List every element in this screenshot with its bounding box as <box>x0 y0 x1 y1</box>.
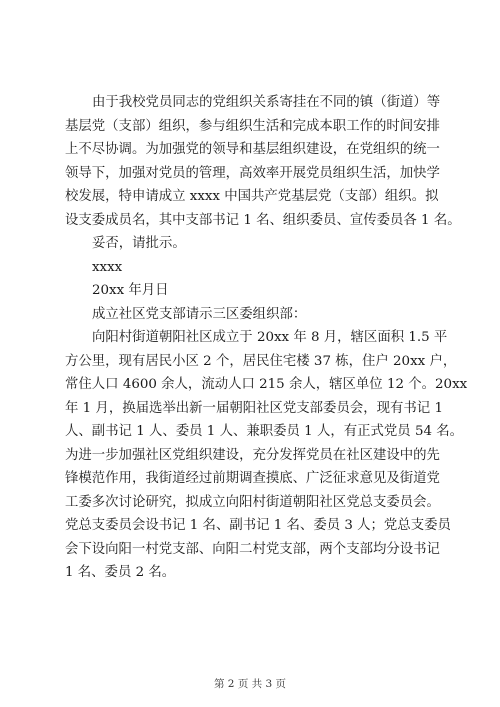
text-line: 锋模范作用，我街道经过前期调查摸底、广泛征求意见及街道党 <box>65 471 440 486</box>
text-line: 校发展，特申请成立 xxxx 中国共产党基层党（支部）组织。拟 <box>65 189 439 204</box>
text-line: 1 名、委员 2 名。 <box>65 565 176 580</box>
text-line: 年 1 月，换届选举出新一届朝阳社区党支部委员会，现有书记 1 <box>65 400 443 416</box>
text-line: 人、副书记 1 人、委员 1 人、兼职委员 1 人，有正式党员 54 名。 <box>65 424 464 439</box>
text-line: 妥否，请批示。 <box>92 236 186 251</box>
text-line: 会下设向阳一村党支部、向阳二村党支部，两个支部均分设书记 <box>65 541 440 557</box>
text-line: 成立社区党支部请示三区委组织部： <box>92 306 307 322</box>
text-line: 领导下，加强对党员的管理，高效率开展党员组织生活，加快学 <box>65 165 440 181</box>
text-line: 工委多次讨论研究，拟成立向阳村街道朝阳社区党总支委员会。 <box>65 494 440 510</box>
text-line: 基层党（支部）组织，参与组织生活和完成本职工作的时间安排 <box>65 118 440 134</box>
text-line: 常住人口 4600 余人，流动人口 215 余人，辖区单位 12 个。20xx <box>65 377 468 392</box>
text-line: 为进一步加强社区党组织建设，充分发挥党员在社区建设中的先 <box>65 447 440 463</box>
text-line: 由于我校党员同志的党组织关系寄挂在不同的镇（街道）等 <box>92 95 441 110</box>
page-footer: 第 2 页 共 3 页 <box>213 678 287 690</box>
text-line: 20xx 年月日 <box>92 283 169 298</box>
text-line: 向阳村街道朝阳社区成立于 20xx 年 8 月，辖区面积 1.5 平 <box>92 330 448 345</box>
document-body <box>65 91 468 585</box>
text-line: xxxx <box>92 259 123 275</box>
text-line: 上不尽协调。为加强党的领导和基层组织建设，在党组织的统一 <box>65 142 440 157</box>
text-line: 方公里，现有居民小区 2 个，居民住宅楼 37 栋，住户 20xx 户， <box>65 353 457 369</box>
text-line: 党总支委员会设书记 1 名、副书记 1 名、委员 3 人；党总支委员 <box>65 518 451 533</box>
text-line: 设支委成员名，其中支部书记 1 名、组织委员、宣传委员各 1 名。 <box>65 212 461 228</box>
